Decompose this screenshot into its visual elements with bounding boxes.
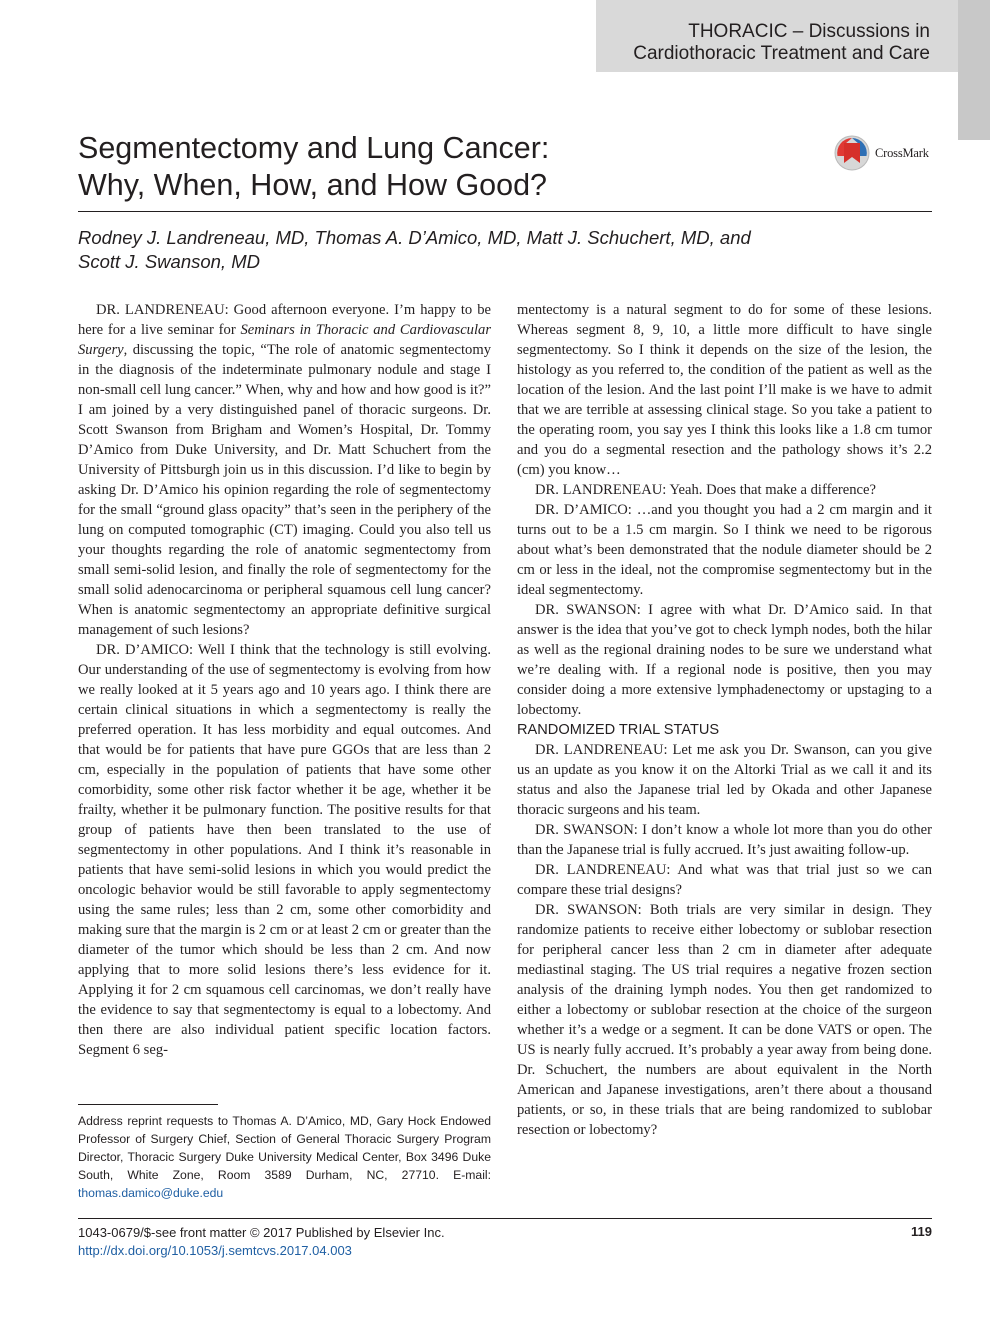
doi-link[interactable]: http://dx.doi.org/10.1053/j.semtcvs.2017.04.003 — [78, 1243, 352, 1258]
paragraph: DR. D’AMICO: …and you thought you had a 2 cm margin and it turns out to be a 1.5 cm margin. So I think we need to be rigorous about what’s been demonstrated that the nodule diameter should be 2 cm or less in the ideal, not the compromise segmentectomy but in the ideal segmentectomy. — [517, 502, 932, 598]
authors-line2: Scott J. Swanson, MD — [78, 251, 260, 272]
journal-name-line1: THORACIC – Discussions in — [688, 21, 930, 42]
paragraph-text: DR. LANDRENEAU: Good afternoon everyone. I’m happy to be here for a live seminar for — [78, 302, 491, 338]
crossmark-badge[interactable] — [833, 134, 933, 172]
footnote-text: Address reprint requests to Thomas A. D’Amico, MD, Gary Hock Endowed Professor of Surgery Chief, Section of General Thoracic Surgery Program Director, Thoracic Surgery Duke University Medical Center, Box 3496 Duke South, White Zone, Room 3589 Durham, NC, 27710. E-mail: — [78, 1114, 491, 1182]
copyright-line: 1043-0679/$-see front matter © 2017 Published by Elsevier Inc. — [78, 1225, 445, 1240]
crossmark-icon — [833, 134, 871, 172]
paragraph-text: , discussing the topic, “The role of anatomic segmentectomy in the diagnosis of the indeterminate pulmonary nodule and stage I non-small cell lung cancer.” When, why and how and how good is it?” I am joined by a very distinguished panel of thoracic surgeons. Dr. Scott Swanson from Brigham and Women’s Hospital, Dr. Tommy D’Amico from Duke University, and Dr. Matt Schuchert from the University of Pittsburgh join us in this discussion. I’d like to begin by asking Dr. D’Amico his opinion regarding the role of segmentectomy for the small “ground glass opacity” that’s seen in the periphery of the lung on computed tomographic (CT) imaging. Could you also tell us your thoughts regarding the role of anatomic segmentectomy from small semi-solid lesion, and finally the role of segmentectomy for the small solid adenocarcinoma or peripheral squamous cell lung cancer? When is anatomic segmentectomy an appropriate definitive surgical management of such lesions? — [78, 342, 491, 638]
journal-name-line2: Cardiothoracic Treatment and Care — [633, 43, 930, 64]
footer-info — [78, 1224, 445, 1260]
right-column — [517, 300, 932, 1140]
paragraph: DR. LANDRENEAU: Yeah. Does that make a difference? — [535, 482, 876, 498]
crossmark-label: CrossMark — [875, 146, 929, 160]
paragraph — [78, 300, 491, 640]
address-footnote — [78, 1112, 491, 1202]
email-link[interactable]: thomas.damico@duke.edu — [78, 1186, 224, 1200]
paragraph: DR. SWANSON: Both trials are very similar in design. They randomize patients to receive either lobectomy or sublobar resection for peripheral cancer less than 2 cm in diameter after adequate mediastinal staging. The US trial requires a negative frozen section analysis of the draining lymph nodes. You then get randomized to either a lobectomy or sublobar resection at the choice of the surgeon whether it’s a wedge or a segment. It can be done VATS or open. The US is nearly fully accrued. It’s probably a year away from being done. Dr. Schuchert, the numbers are about equivalent in the North American and Japanese investigations, aren’t there about a thousand patients, or so, in these trials that are being randomized to sublobar resection or lobectomy? — [517, 902, 932, 1138]
left-column — [78, 300, 491, 1060]
title-line2: Why, When, How, and How Good? — [78, 168, 548, 202]
author-list — [78, 226, 938, 274]
paragraph: mentectomy is a natural segment to do for some of these lesions. Whereas segment 8, 9, 10, a little more difficult to have single segmentectomy. So I think it depends on the size of the lesion, the histology as you referred to, the condition of the patient as well as the location of the lesion. And the last point I’ll make is we have to admit that we are terrible at assessing clinical stage. So you take a patient to the operating room, you say yes I think this looks like a 1.8 cm tumor and you do a segmental resection and the pathology shows it’s 2.2 (cm) you know… — [517, 302, 932, 478]
section-heading: RANDOMIZED TRIAL STATUS — [517, 722, 720, 738]
title-rule — [78, 211, 932, 212]
footer-rule — [78, 1218, 932, 1219]
paragraph: DR. LANDRENEAU: Let me ask you Dr. Swanson, can you give us an update as you know it on the Altorki Trial as we call it and its status and also the Japanese trial led by Okada and other Japanese thoracic surgeons and his team. — [517, 742, 932, 818]
journal-header-box — [596, 0, 958, 72]
paragraph: DR. D’AMICO: Well I think that the technology is still evolving. Our understanding of the use of segmentectomy is evolving from how we really looked at it 5 years ago and 10 years ago. I think there are certain clinical situations in which a segmentectomy is really the preferred operation. It has less morbidity and equal outcomes. And that would be for patients that have pure GGOs that are less than 2 cm, especially in the population of patients that have some other comorbidity, some other risk factor whether it be age, whether it be frailty, whether it be pulmonary function. The positive results for that group of patients have then been translated to the use of segmentectomy in other populations. And I think it’s reasonable in patients that have semi-solid lesions in which you would predict the oncologic behavior would be still favorable to apply segmentectomy using the same rules; less than 2 cm, some other comorbidity and making sure that the margin is 2 cm or at least 2 cm or greater than the diameter of the tumor which should be less than 2 cm. And now applying that to more solid lesions there’s less evidence for it. Applying it for 2 cm squamous cell carcinomas, we don’t really have the evidence to say that segmentectomy is equal to a lobectomy. And then there are also individual patient specific location factors. Segment 6 seg- — [78, 642, 491, 1058]
article-title — [78, 130, 778, 204]
paragraph: DR. SWANSON: I don’t know a whole lot more than you do other than the Japanese trial is fully accrued. It’s just awaiting follow-up. — [517, 822, 932, 858]
journal-name-italic: Seminars in Thoracic and Cardiovascular Surgery — [78, 322, 491, 358]
paragraph: DR. SWANSON: I agree with what Dr. D’Amico said. In that answer is the idea that you’ve got to check lymph nodes, both the hilar as well as the regional draining nodes to be sure we understand what we’re dealing with. If a regional node is positive, then you may consider doing a more extensive lymphadenectomy or upstaging to a lobectomy. — [517, 602, 932, 718]
footnote-rule — [78, 1104, 218, 1105]
paragraph: DR. LANDRENEAU: And what was that trial just so we can compare these trial designs? — [517, 862, 932, 898]
authors-line1: Rodney J. Landreneau, MD, Thomas A. D’Amico, MD, Matt J. Schuchert, MD, and — [78, 227, 751, 248]
page-number: 119 — [911, 1224, 932, 1239]
journal-side-tab — [958, 0, 990, 140]
title-line1: Segmentectomy and Lung Cancer: — [78, 131, 550, 165]
